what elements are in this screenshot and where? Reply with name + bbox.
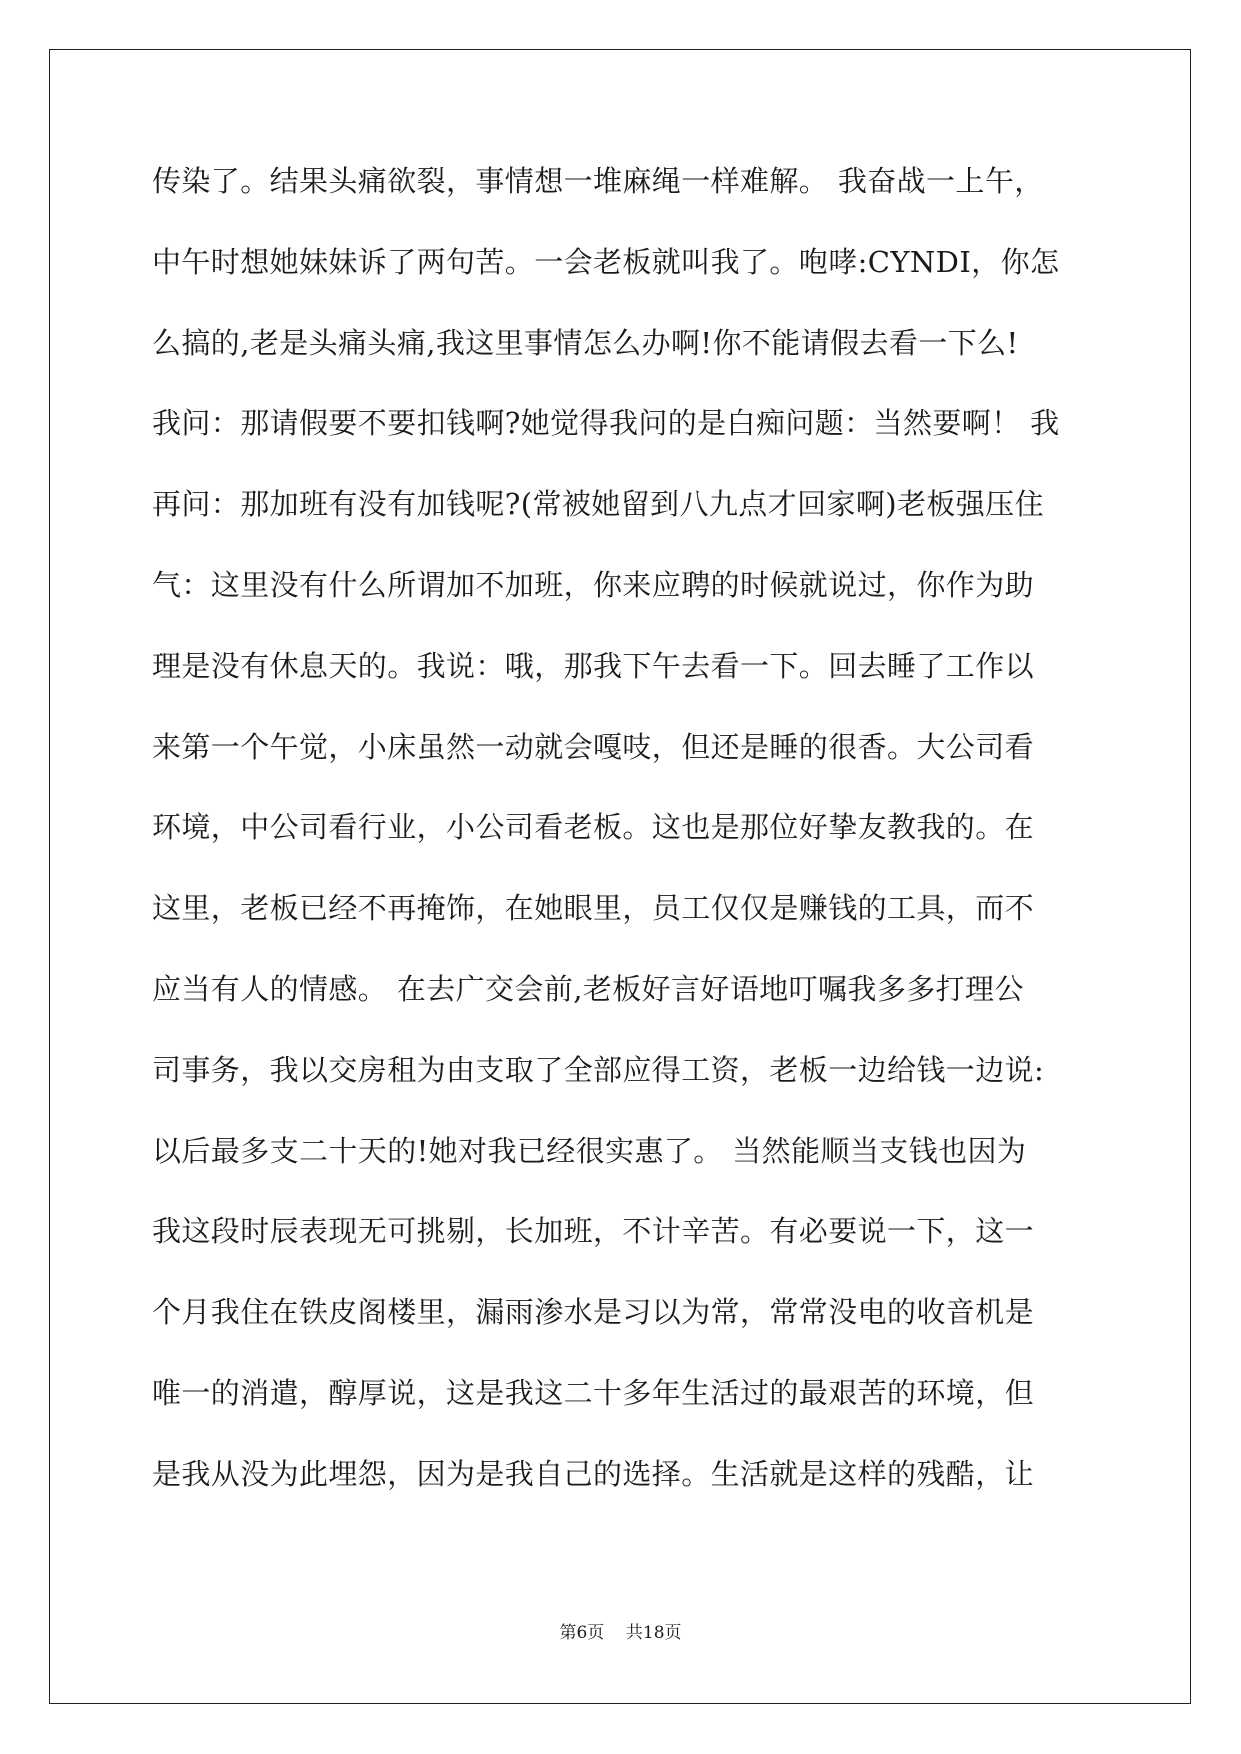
page-number-footer: 第6页 共18页 <box>559 1623 682 1643</box>
text-line: 这里，老板已经不再掩饰，在她眼里，员工仅仅是赚钱的工具，而不 <box>152 891 1035 926</box>
text-line: 唯一的消遣，醇厚说，这是我这二十多年生活过的最艰苦的环境，但 <box>152 1375 1035 1410</box>
text-line: 环境，中公司看行业，小公司看老板。这也是那位好挚友教我的。在 <box>152 810 1035 845</box>
text-line: 再问：那加班有没有加钱呢?(常被她留到八九点才回家啊)老板强压住 <box>152 487 1044 522</box>
text-line: 应当有人的情感。 在去广交会前,老板好言好语地叮嘱我多多打理公 <box>152 971 1024 1006</box>
text-line: 来第一个午觉，小床虽然一动就会嘎吱，但还是睡的很香。大公司看 <box>152 729 1035 764</box>
text-line: 是我从没为此埋怨，因为是我自己的选择。生活就是这样的残酷，让 <box>152 1456 1035 1491</box>
body-text <box>152 163 1092 1537</box>
text-line: 理是没有休息天的。我说：哦，那我下午去看一下。回去睡了工作以 <box>152 648 1035 683</box>
text-line: 传染了。结果头痛欲裂，事情想一堆麻绳一样难解。 我奋战一上午， <box>152 164 1044 198</box>
text-line: 个月我住在铁皮阁楼里，漏雨渗水是习以为常，常常没电的收音机是 <box>152 1295 1035 1330</box>
text-line: 司事务，我以交房租为由支取了全部应得工资，老板一边给钱一边说: <box>152 1052 1045 1087</box>
text-line: 我这段时辰表现无可挑剔，长加班，不计辛苦。有必要说一下，这一 <box>152 1214 1035 1249</box>
text-line: 以后最多支二十天的!她对我已经很实惠了。 当然能顺当支钱也因为 <box>152 1133 1027 1168</box>
text-line: 我问：那请假要不要扣钱啊?她觉得我问的是白痴问题：当然要啊！ 我 <box>152 406 1060 441</box>
text-line: 中午时想她妹妹诉了两句苦。一会老板就叫我了。咆哮:CYNDI，你怎 <box>152 244 1060 279</box>
text-line: 么搞的,老是头痛头痛,我这里事情怎么办啊!你不能请假去看一下么! <box>152 325 1019 360</box>
text-line: 气：这里没有什么所谓加不加班，你来应聘的时候就说过，你作为助 <box>152 567 1035 602</box>
